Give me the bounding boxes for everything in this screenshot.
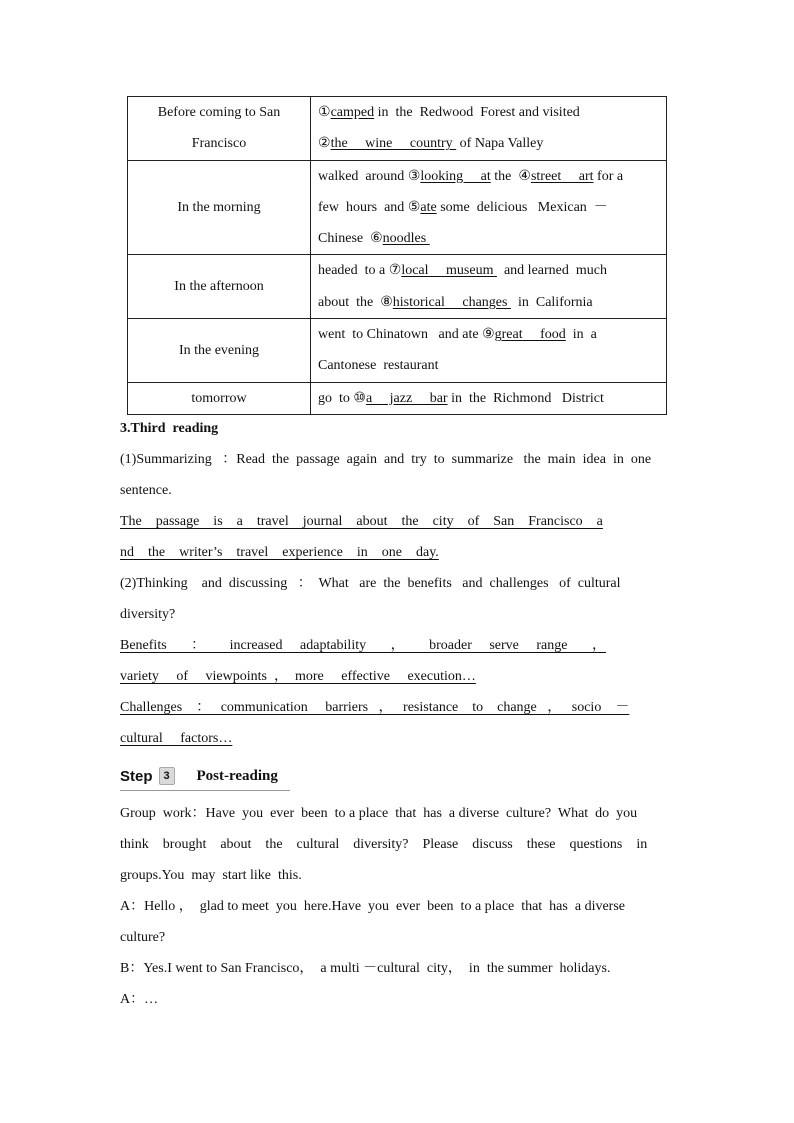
activity-text: in California <box>510 294 593 310</box>
table-row <box>128 97 667 161</box>
blank-number: ⑦ <box>388 263 402 279</box>
answer-blank: looking at <box>420 168 491 184</box>
activity-text: Chinese <box>318 231 371 247</box>
activity-text: go to <box>318 390 354 406</box>
answer-blank: ate <box>420 199 437 215</box>
step-title: Post-reading <box>196 767 278 784</box>
question-text: (2)Thinking and discussing ： What are the benefits and challenges of cultural <box>120 576 621 591</box>
blank-number: ⑥ <box>370 231 383 247</box>
activity-cell <box>311 97 667 161</box>
activity-text: in a <box>565 327 597 343</box>
time-cell <box>128 255 311 319</box>
time-label: In the evening <box>178 342 260 358</box>
activity-text: and learned much <box>496 263 607 279</box>
question-text: (1)Summarizing ：Read the passage again and try to summarize the main idea in one <box>120 452 652 467</box>
dialogue-line: culture? <box>120 930 166 945</box>
activity-cell <box>311 319 667 383</box>
paragraph-line: think brought about the cultural diversity? Please discuss these questions in <box>120 837 648 852</box>
answer-blank: street art <box>530 168 594 184</box>
answer-text: The passage is a travel journal about the city of San Francisco a <box>120 514 603 529</box>
blank-number: ② <box>318 136 331 152</box>
time-cell <box>128 319 311 383</box>
answer-blank: the wine country <box>330 136 457 152</box>
travel-journal-table <box>127 96 667 415</box>
activity-text: in the Richmond District <box>447 390 604 406</box>
activity-cell <box>311 255 667 319</box>
time-cell <box>128 97 311 161</box>
activity-line <box>318 128 659 159</box>
blank-number: ⑨ <box>482 327 495 343</box>
blank-number: ⑧ <box>380 294 393 310</box>
activity-text: Cantonese restaurant <box>318 358 439 374</box>
dialogue-line: A：… <box>120 992 159 1007</box>
answer-blank: a jazz bar <box>365 390 448 406</box>
step-label: Step <box>120 767 153 785</box>
answer-text: Benefits ： increased adaptability ， broader serve range ， <box>120 638 606 653</box>
table-row <box>128 255 667 319</box>
blank-number: ④ <box>518 168 531 184</box>
activity-line <box>318 383 659 414</box>
answer-blank: great food <box>494 327 566 343</box>
activity-line <box>318 350 659 381</box>
activity-line <box>318 192 659 223</box>
answer-blank: noodles <box>382 231 430 247</box>
activity-text: headed to a <box>318 263 389 279</box>
activity-line <box>318 223 659 254</box>
time-label: In the morning <box>177 199 261 215</box>
answer-blank: historical changes <box>392 294 511 310</box>
time-label: Francisco <box>191 136 247 152</box>
third-reading-section <box>120 413 672 754</box>
answer-text: nd the writer’s travel experience in one day. <box>120 545 439 560</box>
activity-line <box>318 97 659 128</box>
paragraph-line: groups.You may start like this. <box>120 868 302 883</box>
step-heading <box>120 763 290 791</box>
answer-text: Challenges ： communication barriers ， resistance to change ， socio － <box>120 700 630 715</box>
time-cell <box>128 160 311 255</box>
activity-cell <box>311 382 667 414</box>
time-cell <box>128 382 311 414</box>
activity-text: few hours and <box>318 199 408 215</box>
activity-text: in the Redwood Forest and visited <box>374 105 580 120</box>
dialogue-line: B：Yes.I went to San Francisco， a multi －cultural city， in the summer holidays. <box>120 961 611 976</box>
step-number-badge: 3 <box>159 767 175 785</box>
table-row <box>128 319 667 383</box>
dialogue-line: A：Hello ， glad to meet you here.Have you ever been to a place that has a diverse <box>120 899 625 914</box>
answer-text: variety of viewpoints ， more effective execution… <box>120 669 476 684</box>
activity-line <box>318 161 659 192</box>
blank-number: ① <box>318 105 331 120</box>
activity-text: about the <box>318 294 381 310</box>
question-text: diversity? <box>120 607 176 622</box>
activity-text: the <box>490 168 519 184</box>
activity-text: of Napa Valley <box>456 136 544 152</box>
question-text: sentence. <box>120 483 172 498</box>
activity-line <box>318 255 659 286</box>
section-heading: 3.Third reading <box>120 421 219 436</box>
activity-text: for a <box>593 168 624 184</box>
paragraph-line: Group work：Have you ever been to a place that has a diverse culture? What do you <box>120 806 638 821</box>
activity-line <box>318 319 659 350</box>
activity-line <box>318 287 659 318</box>
activity-text: went to Chinatown and ate <box>318 327 483 343</box>
activity-text: some delicious Mexican － <box>436 199 608 215</box>
time-label: tomorrow <box>191 390 247 406</box>
activity-text: walked around <box>318 168 408 184</box>
time-label: Before coming to San <box>157 105 281 120</box>
answer-text: cultural factors… <box>120 731 233 746</box>
answer-blank: local museum <box>401 263 497 279</box>
blank-number: ⑩ <box>353 390 366 406</box>
activity-cell <box>311 160 667 255</box>
answer-blank: camped <box>330 105 375 120</box>
blank-number: ③ <box>407 168 421 184</box>
table-row <box>128 382 667 414</box>
blank-number: ⑤ <box>407 199 421 215</box>
post-reading-section <box>120 798 672 1015</box>
table-row <box>128 160 667 255</box>
time-label: In the afternoon <box>174 279 264 295</box>
